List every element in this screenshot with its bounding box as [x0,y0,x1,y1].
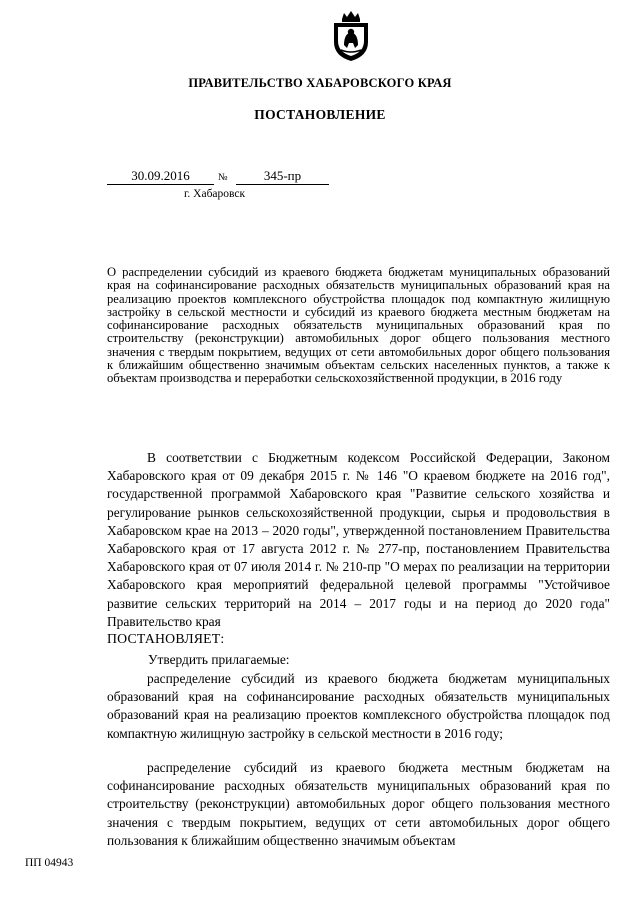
city: г. Хабаровск [184,188,246,200]
preamble-paragraph: В соответствии с Бюджетным кодексом Российской Федерации, Законом Хабаровского края от 09 декабря 2015 г. № 146 "О краевом бюджете на 2016 год", государственной программой Хабаровского края "Развитие сельского хозяйства и регулирование рынков сельскохозяйственной продукции, сырья и продовольствия в Хабаровском крае на 2013 – 2020 годы", утвержденной постановлением Правительства Хабаровского края от 17 августа 2012 г. № 277-пр, постановлением Правительства Хабаровского края от 07 июля 2014 г. № 210-пр "О мерах по реализации на территории Хабаровского края мероприятий федеральной целевой программы "Устойчивое развитие сельских территорий на 2014 – 2017 годы и на период до 2020 года" Правительство края [107,450,610,629]
document-type: ПОСТАНОВЛЕНИЕ [254,107,386,122]
approved-item-2: распределение субсидий из краевого бюджета местным бюджетам на софинансирование расходных обязательств муниципальных образований края по строительству (реконструкции) автомобильных дорог общего пользования местного значения с твердым покрытием, ведущих от сети автомобильных дорог общего пользования к ближайшим общественно значимым объектам [107,760,610,848]
government-name: ПРАВИТЕЛЬСТВО ХАБАРОВСКОГО КРАЯ [188,76,452,90]
approved-item-1: распределение субсидий из краевого бюджета бюджетам муниципальных образований края на софинансирование расходных обязательств муниципальных образований края на реализацию проектов комплексного обустройства площадок под компактную жилищную застройку в сельской местности в 2016 году; [107,671,610,741]
document-title: О распределении субсидий из краевого бюджета бюджетам муниципальных образований края на софинансирование расходных обязательств муниципальных образований края на реализацию проектов комплексного обустройства площадок под компактную жилищную застройку в сельской местности и субсидий из краевого бюджета местным бюджетам на софинансирование расходных обязательств муниципальных образований края по строительству (реконструкции) автомобильных дорог общего пользования местного значения с твердым покрытием, ведущих от сети автомобильных дорог общего пользования к ближайшим общественно значимым объектам сельских населенных пунктов, а также к объектам производства и переработки сельскохозяйственной продукции, в 2016 году [107,265,610,386]
document-code: ПП 04943 [25,857,74,869]
coat-of-arms-icon [331,10,371,62]
approve-line: Утвердить прилагаемые: [148,652,290,667]
number-sign: № [218,172,228,183]
document-date: 30.09.2016 [107,168,214,185]
resolves-heading: ПОСТАНОВЛЯЕТ: [107,631,225,646]
document-number: 345-пр [236,168,329,185]
